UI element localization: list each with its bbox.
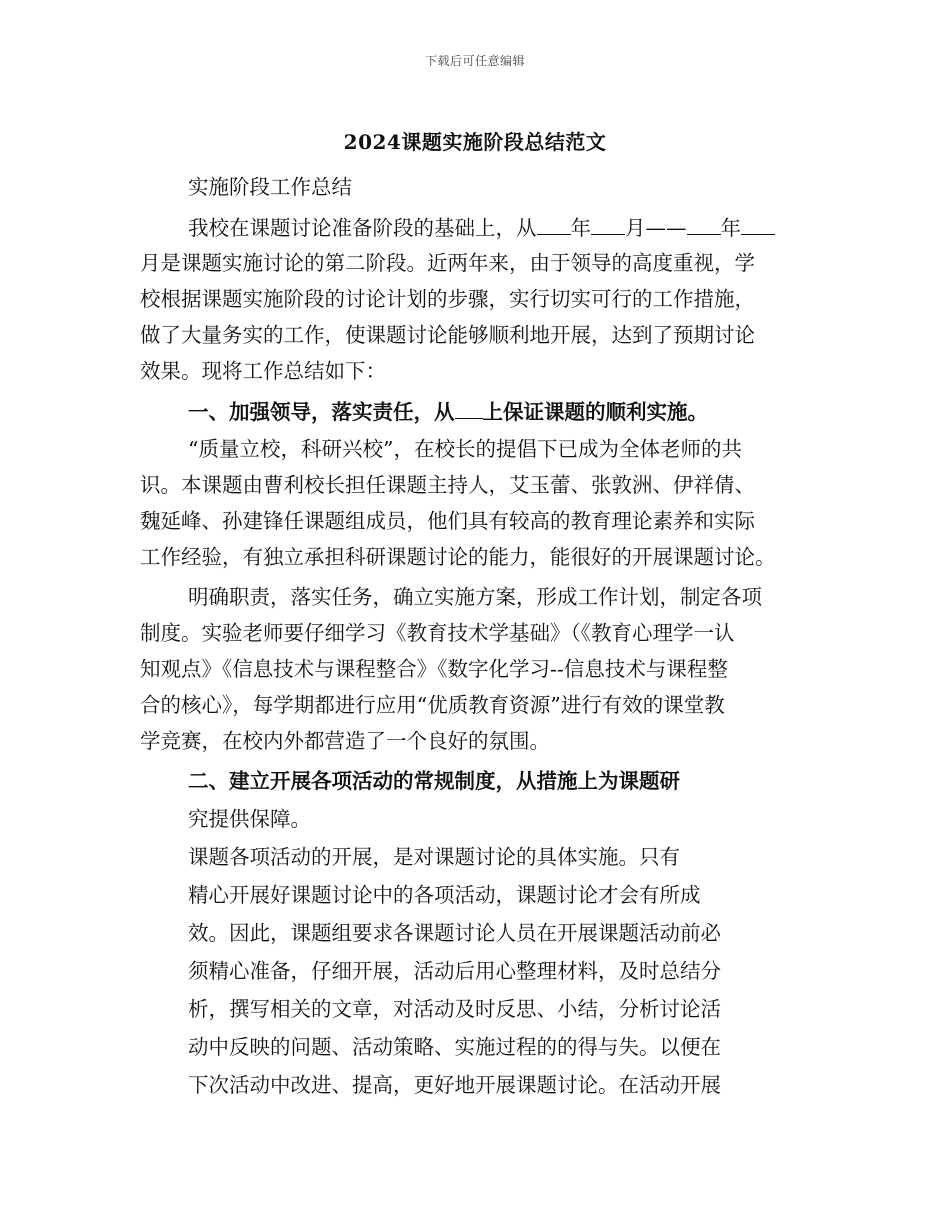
intro-line-2: 月是课题实施讨论的第二阶段。近两年来，由于领导的高度重视，学	[140, 251, 755, 275]
year-blank	[687, 212, 721, 235]
intro-line-5: 效果。现将工作总结如下：	[140, 359, 386, 383]
s1-p2-line: 制度。实验老师要仔细学习《教育技术学基础》（《教育心理学一认	[140, 621, 735, 645]
intro-line-1	[188, 212, 775, 243]
document-title: 2024课题实施阶段总结范文	[343, 130, 607, 154]
intro-text-d: 年	[720, 216, 741, 240]
s2-p1-line: 动中反映的问题、活动策略、实施过程的的得与失。以便在	[188, 1035, 721, 1059]
heading-blank	[455, 396, 483, 419]
document-subtitle: 实施阶段工作总结	[188, 175, 352, 199]
s1-p1-line: 识。本课题由曹利校长担任课题主持人，艾玉蕾、张敦洲、伊祥倩、	[140, 473, 755, 497]
intro-text-a: 我校在课题讨论准备阶段的基础上，从	[188, 216, 537, 240]
s2-p1-line: 析，撰写相关的文章，对活动及时反思、小结，分析讨论活	[188, 997, 721, 1021]
s2-p1-line: 下次活动中改进、提高，更好地开展课题讨论。在活动开展	[188, 1073, 721, 1097]
section-1-heading-b: 上保证课题的顺利实施。	[482, 400, 708, 424]
intro-line-3: 校根据课题实施阶段的讨论计划的步骤，实行切实可行的工作措施，	[140, 287, 755, 311]
intro-text-c: 月——	[625, 216, 687, 240]
section-1-heading	[188, 396, 708, 427]
year-blank	[537, 212, 571, 235]
s1-p2-line: 明确职责，落实任务，确立实施方案，形成工作计划，制定各项	[188, 585, 762, 609]
s1-p2-line: 合的核心》，每学期都进行应用“优质教育资源”进行有效的课堂教	[140, 693, 725, 717]
intro-line-4: 做了大量务实的工作，使课题讨论能够顺利地开展，达到了预期讨论	[140, 323, 755, 347]
s1-p1-line: 魏延峰、孙建锋任课题组成员，他们具有较高的教育理论素养和实际	[140, 509, 755, 533]
s1-p2-line: 知观点》《信息技术与课程整合》《数字化学习--信息技术与课程整	[140, 657, 728, 681]
s2-p1-line: 精心开展好课题讨论中的各项活动，课题讨论才会有所成	[188, 883, 701, 907]
month-blank	[591, 212, 625, 235]
s2-p1-line: 效。因此，课题组要求各课题讨论人员在开展课题活动前必	[188, 921, 721, 945]
s2-p1-line: 课题各项活动的开展，是对课题讨论的具体实施。只有	[188, 845, 680, 869]
s2-p1-line: 须精心准备，仔细开展，活动后用心整理材料，及时总结分	[188, 959, 721, 983]
section-1-heading-a: 一、加强领导，落实责任，从	[188, 400, 455, 424]
page-header-note: 下载后可任意编辑	[424, 54, 525, 68]
s1-p1-line: 工作经验，有独立承担科研课题讨论的能力，能很好的开展课题讨论。	[140, 545, 776, 569]
intro-text-b: 年	[570, 216, 591, 240]
month-blank	[741, 212, 775, 235]
section-2-heading: 二、建立开展各项活动的常规制度，从措施上为课题研	[188, 769, 680, 793]
s1-p1-line: “质量立校，科研兴校”，在校长的提倡下已成为全体老师的共	[188, 437, 742, 461]
s1-p2-line: 学竞赛，在校内外都营造了一个良好的氛围。	[140, 729, 550, 753]
section-2-heading-cont: 究提供保障。	[188, 807, 311, 831]
